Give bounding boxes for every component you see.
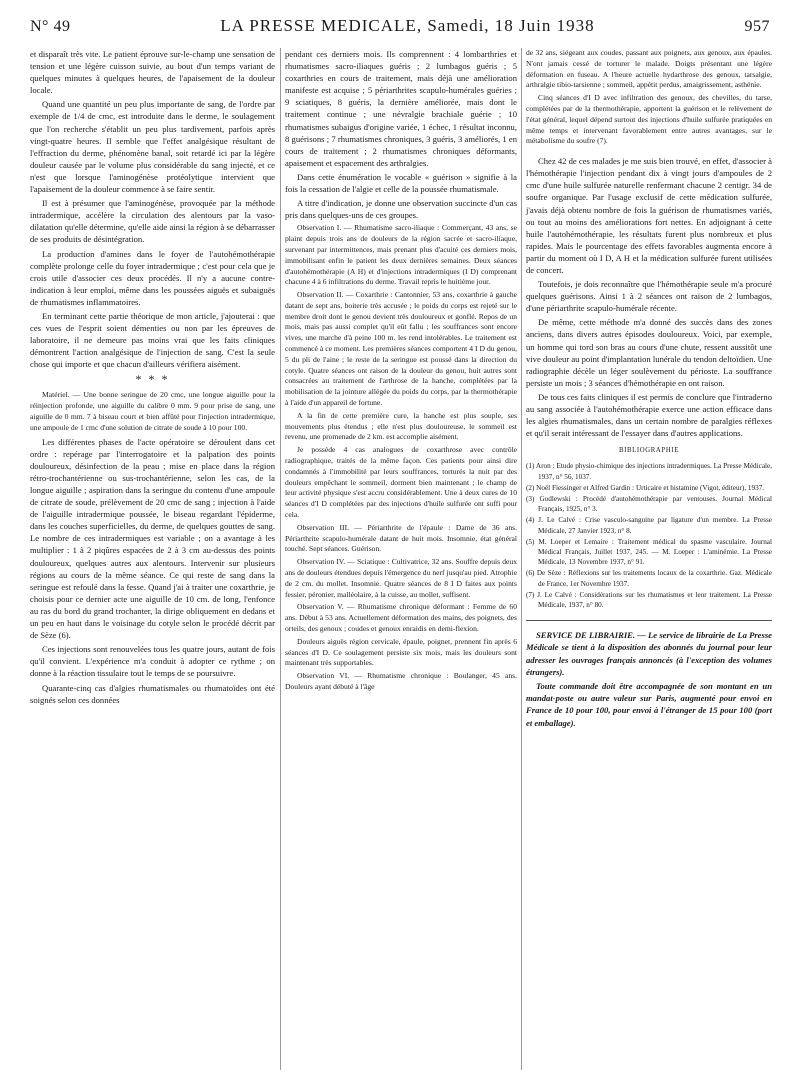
paragraph: Dans cette énumération le vocable « guérison » signifie à la fois la cessation de l'algie et celle de la poussée rhumatismale. bbox=[285, 171, 517, 195]
service-librairie-notice bbox=[526, 620, 772, 729]
page-number: 957 bbox=[744, 18, 770, 35]
paragraph: Toutefois, je dois reconnaître que l'hémothérapie seule m'a procuré quelques guérisons. Ainsi 1 à 2 séances ont raison de 2 lumbagos, d'une périarthrite scapulo-humérale récente. bbox=[526, 279, 772, 314]
paragraph: de 32 ans, siégeant aux coudes, passant aux poignets, aux genoux, aux épaules. N'ont jamais cessé de torturer le malade. Doigts présentant une légère déformation en fuseau. A l'heure actuelle hydarthrose des genoux, tarsalgie, arthralgie tibio-tarsienne ; sommeil, appétit perdus, amaigrissement, asthénie. bbox=[526, 48, 772, 90]
bibliography-entry: (4) J. Le Calvé : Crise vasculo-sanguine par ligature d'un membre. La Presse Médicale, 27 Janvier 1923, n° 8. bbox=[526, 516, 772, 535]
bibliography-entry: (6) De Sèze : Réflexions sur les traitements locaux de la coxarthrie. Gaz. Médicale de France, 1er Novembre 1937. bbox=[526, 569, 772, 588]
paragraph: et disparaît très vite. Le patient éprouve sur-le-champ une sensation de tension et une légère cuisson suivie, au bout d'un temps variant de quelques minutes à quelques heures, de l'apaisement de la douleur locale. bbox=[30, 49, 275, 96]
observation-4: Observation IV. — Sciatique : Cultivatrice, 32 ans. Souffre depuis deux ans de douleurs étendues depuis l'émergence du nerf jusqu'au pied. Atrophie de 2 cm. du mollet. Insomnie. Quatre séances de 8 I D faites aux points fessier, péronier, malléolaire, à la cuisse, au mollet, suffisent. bbox=[285, 557, 517, 599]
paragraph: En terminant cette partie théorique de mon article, j'ajouterai : que ces vues de l'esprit soient démenties ou non par les épreuves de laboratoire, il ne demeure pas moins vrai que les faits cliniques démontrent l'action analgésique de l'injection de sang. C'est la seule chose qui importe et que chacun d'ailleurs vérifiera aisément. bbox=[30, 310, 275, 370]
observation-2-continued: A la fin de cette première cure, la hanche est plus souple, ses mouvements plus étendus ; elle n'est plus douloureuse, le sommeil est revenu, une promenade de 2 km. est accomplie aisément. bbox=[285, 410, 517, 442]
column-right bbox=[526, 48, 772, 731]
observation-3: Observation III. — Périarthrite de l'épaule : Dame de 36 ans. Périarthrite scapulo-humérale datant de huit mois. Insomnie, état général touché. Sept séances. Guérison. bbox=[285, 522, 517, 554]
paragraph: Toute commande doit être accompagnée de son montant en un mandat-poste ou autre valeur sur Paris, augmenté pour envoi en France de 10 pour 100, pour envoi à l'étranger de 15 pour 100 (port et emballage). bbox=[526, 681, 772, 728]
observations bbox=[285, 223, 517, 692]
bibliography-entry: (5) M. Loeper et Lemaire : Traitement médical du spasme vasculaire. Journal Médical Français, Juillet 1937, 245. — M. Loeper : L'aminémie. La Presse Médicale, 13 Novembre 1937, n° 91. bbox=[526, 537, 772, 567]
bibliography-entry: (1) Aron : Etude physio-chimique des injections intradermiques. La Presse Médicale, 1937, n° 56, 1037. bbox=[526, 462, 772, 481]
bibliography bbox=[526, 461, 772, 610]
observation-6-continued bbox=[526, 48, 772, 147]
paragraph: Il est à présumer que l'aminogénèse, provoquée par la méthode intradermique, accélère la circulation des alentours par la vaso-dilatation qu'elle détermine, qu'elle aide ainsi la région à se débarrasser de ses produits de désintégration. bbox=[30, 198, 275, 245]
observation-2: Observation II. — Coxarthrie : Cantonnier, 53 ans, coxarthrie à gauche datant de sept ans, boiterie très accusée ; le poids du corps est rejeté sur le membre droit dont le genou devient très douloureux et gonflé. Repos de un mois, mais pas aussi complet qu'il eût fallu ; les souffrances sont encore vives, une marche d'à peine 100 m. les rend intolérables. Le traitement est commencé à ce moment. Les premières séances comportent 4 I D du genou, 5 du pli de l'aine ; le reste de la seringue est poussé dans la direction du cotyle. Quatre séances ont raison de la douleur du genou, huit autres sont consacrées au traitement de l'arthrose de la hanche, complétées par la mobilisation de la jointure allégée du poids du corps, par la thermothérapie à l'aide d'un appareil de fortune. bbox=[285, 290, 517, 408]
paragraph: Les différentes phases de l'acte opératoire se déroulent dans cet ordre : repérage par l'interrogatoire et la palpation des points douloureux, désinfection de la peau ; mise en place dans la région rétro-trochantérienne ou sus-trochantérienne, selon les cas, de la longue aiguille ; aspiration dans la seringue du contenu d'une ampoule de citrate de soude, prélèvement de 20 cmc de sang ; injection à l'aide de l'aiguille intradermique poussée, le biseau regardant l'épiderme, dans les couches superficielles, du derme, de quelques gouttes de sang. Le nombre de ces intradermiques est variable ; on a avantage à les multiplier : 1 à 2 piqûres espacées de 2 à 3 cm au-dessus des points douloureux, quelques autres aux alentours. Intervenir sur plusieurs régions au cours de la même séance. Ce qui reste de sang dans la seringue est refoulé dans la fesse. Quand j'ai à traiter une coxarthrie, je choisis pour ce dernier acte une aiguille de 10 cm. de long, l'enfonce au ras du bord du grand trochanter, la dirige obliquement en dedans et un peu en haut dans le voisinage du cotyle selon le procédé décrit par de Sèze (6). bbox=[30, 436, 275, 641]
observation-1: Observation I. — Rhumatisme sacro-iliaque : Commerçant, 43 ans, se plaint depuis trois ans de douleurs de la région sacrée et sacro-iliaque, survenant par intermittences, mais prenant plus d'acuité ces derniers mois, immobilisant enfin le patient les deux dernières semaines. Deux séances d'autohémothérapie (A H) et d'injections intradermiques (I D) comprenant chacune 4 à 6 infiltrations du derme. Travail repris le huitième jour. bbox=[285, 223, 517, 287]
paragraph: Matériel. — Une bonne seringue de 20 cmc, une longue aiguille pour la réinjection profonde, une aiguille du calibre 0 mm. 9 pour prise de sang, une aiguille de 0 mm. 7 à biseau court et bien affûté pour l'injection intradermique, une ampoule de 1 cmc d'une solution de citrate de soude à 10 pour 100. bbox=[30, 390, 275, 432]
paragraph: A titre d'indication, je donne une observation succincte d'un cas pris dans quelques-uns de ces groupes. bbox=[285, 198, 517, 221]
paragraph: SERVICE DE LIBRAIRIE. — Le service de librairie de La Presse Médicale se tient à la disposition des abonnés du journal pour leur adresser les ouvrages français annoncés (à l'exception des volumes étrangers). bbox=[526, 630, 772, 677]
observation-5-continued: Douleurs aiguës région cervicale, épaule, poignet, prennent fin après 6 séances d'I D. Ce soulagement persiste six mois, mais les douleurs sont maintenant très supportables. bbox=[285, 636, 517, 668]
paragraph: La production d'amines dans le foyer de l'autohémothérapie complète prolonge celle du foyer intradermique ; c'est pour cela que je crois utile d'associer ces deux procédés. Il n'y a aucune contre-indication à leur emploi, même dans les poussées aiguës et subaiguës de rhumatismes inflammatoires. bbox=[30, 248, 275, 307]
paragraph: De même, cette méthode m'a donné des succès dans des zones anciens, dans divers autres épisodes douloureux. Voici, par exemple, un homme qui tord son bras au cours d'une chute, ressent aussitôt une vive douleur au point d'implantation lunérale du tendon deltoïdien. Une radiographie décèle un léger soulèvement du périoste. La souffrance persiste un mois ; 3 séances d'hémothérapie en ont raison. bbox=[526, 317, 772, 388]
bibliography-entry: (2) Noël Fiessinger et Alfred Gardin : Urticaire et histamine (Vigot, éditeur), 1937. bbox=[526, 483, 765, 492]
paragraph: Ces injections sont renouvelées tous les quatre jours, autant de fois qu'il convient. L'expérience m'a conduit à adopter ce rythme ; on donne à la réaction tissulaire tout le temps de se poursuivre. bbox=[30, 644, 275, 679]
paragraph: Cinq séances d'I D avec infiltration des genoux, des chevilles, du tarse, complétées par de la thermothérapie, apportent la guérison et le relèvement de l'état général, lequel dépend surtout des injections d'huile sulfurée pratiquées en même temps et intervenant favorablement entre autres avantages, sur le métabolisme du soufre (7). bbox=[526, 93, 772, 146]
section-separator: * * * bbox=[135, 372, 170, 387]
bibliography-title: BIBLIOGRAPHIE bbox=[619, 447, 679, 455]
observation-2-continued: Je possède 4 cas analogues de coxarthrose avec contrôle radiographique, traités de la même façon. Ces patients pour ainsi dire condamnés à l'immobilité par leurs souffrances, torturés la nuit par des douleurs empêchant le sommeil, dorment bien maintenant ; le champ de leur activité physique s'est accru considérablement. Une à deux cures de 10 séances d'I D complétées par des injections d'huile sulfurée ont suffi pour cela. bbox=[285, 445, 517, 520]
bibliography-entry: (7) J. Le Calvé : Considérations sur les rhumatismes et leur traitement. La Presse Médicale, 1937, n° 80. bbox=[526, 590, 772, 610]
paragraph: pendant ces derniers mois. Ils comprennent : 4 lombarthries et rhumatismes sacro-iliaques guéris ; 2 lumbagos guéris ; 5 coxarthries en cours de traitement, mais déjà une amélioration manifeste est acquise ; 5 périarthrites scapulo-humérales guéries ; 9 sciatiques, 8 guéris, la dernière améliorée, mais dont le traitement continue ; une névralgie brachiale guérie ; 10 rhumatismes subaigus d'origine variée, 1 échec, 1 résultat inconnu, 8 guérisons ; 7 rhumatismes chroniques, 3 guéris, 3 améliorés, 1 en cours de traitement ; 2 rhumatismes chroniques déformants, apaisement et espacement des arthralgies. bbox=[285, 49, 517, 168]
issue-number: N° 49 bbox=[30, 18, 71, 35]
column-middle bbox=[285, 48, 517, 695]
paragraph: Quarante-cinq cas d'algies rhumatismales ou rhumatoïdes ont été soignés selon ces données bbox=[30, 682, 275, 705]
column-left bbox=[30, 48, 275, 708]
paragraph: Quand une quantité un peu plus importante de sang, de l'ordre par exemple de 1/4 de cmc, est introduite dans le derme, le soulagement que l'on recherche s'établit un peu plus tardivement, parfois après vingt-quatre heures. Il semble que l'effet analgésique résultant de l'effraction du derme, phénomène banal, soit retardé ici par la légère douleur causée par le volume plus considérable du sang injecté, et ce n'est que lorsque l'aminogénèse protéolytique intervient que l'apaisement de la douleur commence à se faire sentir. bbox=[30, 99, 275, 195]
observation-5: Observation V. — Rhumatisme chronique déformant : Femme de 60 ans. Début à 53 ans. Actuellement déformation des mains, des poignets, des orteils, des genoux ; coudes et genoux enraidis en demi-flexion. bbox=[285, 602, 517, 633]
paragraph: Chez 42 de ces malades je me suis bien trouvé, en effet, d'associer à l'hémothérapie l'injection pendant dix à vingt jours d'ampoules de 2 cmc d'une huile sulfurée naturelle renfermant chacune 2 centigr. 34 de soufre organique. Par l'usage exclusif de cette médication sulfurée, j'avais déjà obtenu nombre de fois la guérison de rhumatismes variés, ou tout au moins des améliorations fort nettes. En adjoignant à cette huile l'autohémothérapie, les résultats furent plus nombreux et plus rapides. Mais le pourcentage des effets favorables augmenta encore à partir du moment où I D, A H et la médication sulfurée furent utilisées de concert. bbox=[526, 156, 772, 276]
bibliography-entry: (3) Godlewski : Procédé d'autohémothérapie par ventouses. Journal Médical Français, 1925, n° 3. bbox=[526, 495, 772, 514]
column-rule bbox=[521, 48, 522, 1070]
column-rule bbox=[280, 48, 281, 1070]
paragraph: De tous ces faits cliniques il est permis de conclure que l'intraderno au sang associée à l'autohémothérapie exerce une action efficace dans les algies rhumatismales, dans un certain nombre de paralgies réflexes et qu'il serait intéressant de l'essayer dans d'autres applications. bbox=[526, 391, 772, 439]
page-header bbox=[30, 16, 770, 38]
observation-6: Observation VI. — Rhumatisme chronique : Boulanger, 45 ans. Douleurs ayant débuté à l'âge bbox=[285, 671, 517, 691]
journal-title: LA PRESSE MEDICALE, Samedi, 18 Juin 1938 bbox=[220, 16, 595, 35]
